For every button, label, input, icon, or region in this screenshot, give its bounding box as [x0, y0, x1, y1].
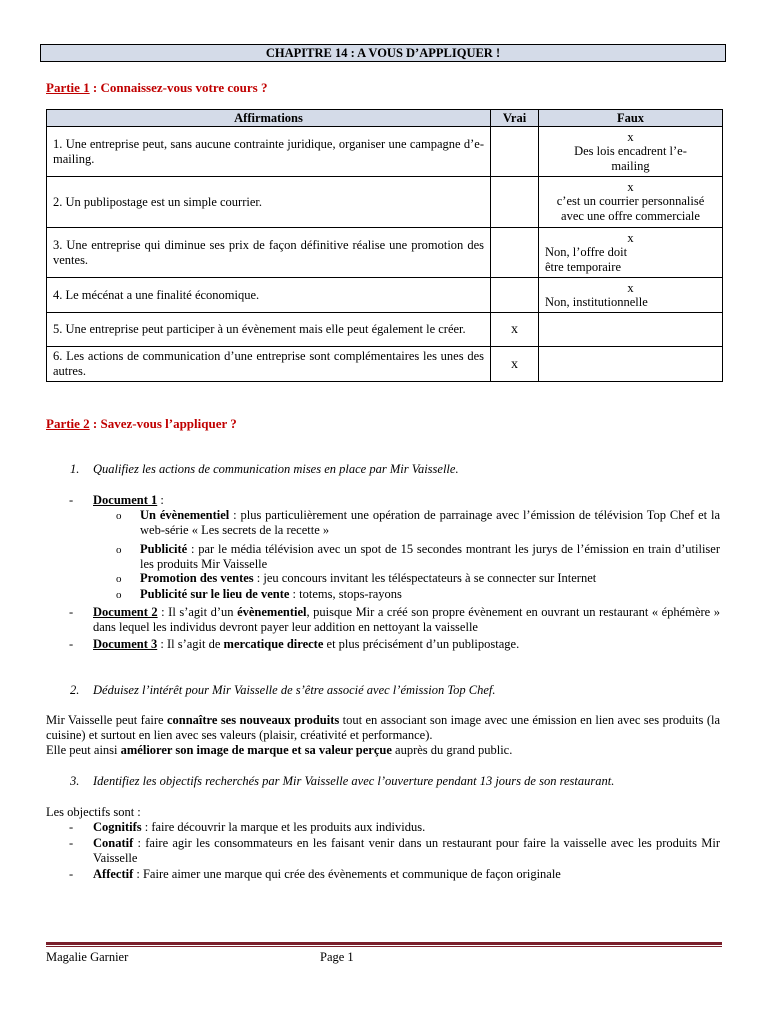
- question-3-number: 3.: [70, 774, 80, 788]
- doc1-item-text: : jeu concours invitant les téléspectateurs à se connecter sur Internet: [253, 571, 597, 585]
- a2-bold-2: améliorer son image de marque et sa valeur perçue: [120, 743, 392, 757]
- question-1: Qualifiez les actions de communication mises en place par Mir Vaisselle.: [93, 462, 459, 476]
- doc1-item-bold: Publicité sur le lieu de vente: [140, 587, 290, 601]
- dash-bullet: -: [69, 820, 74, 834]
- doc1-item: [140, 542, 720, 572]
- part1-label: Partie 1: [46, 80, 90, 95]
- answer-2-paragraph-1: [46, 713, 720, 743]
- header-faux: Faux: [539, 110, 723, 127]
- footer-rule-thin: [46, 946, 722, 947]
- affirmations-table: [46, 109, 723, 382]
- row-faux: [539, 313, 723, 347]
- objective-text: : faire agir les consommateurs en les faisant venir dans un restaurant pour faire la vaisselle avec les produits Mir Vaisselle: [93, 836, 720, 865]
- part2-heading: [46, 416, 237, 432]
- row-vrai: [491, 177, 539, 228]
- faux-note: Des lois encadrent l’e-mailing: [574, 143, 687, 173]
- objective-text: : Faire aimer une marque qui crée des évènements et communique de façon originale: [133, 867, 561, 881]
- table-row: [47, 313, 723, 347]
- row-vrai: x: [491, 313, 539, 347]
- row-faux: [539, 347, 723, 382]
- doc1-item-text: : plus particulièrement une opération de parrainage avec l’émission de télévision Top Chef et la web-série « Les secrets de la recette »: [140, 508, 720, 537]
- doc2-text-1: : Il s’agit d’un: [157, 605, 238, 619]
- doc1-item: [140, 571, 720, 586]
- chapter-title: CHAPITRE 14 : A VOUS D’APPLIQUER !: [40, 44, 726, 62]
- row-statement: 4. Le mécénat a une finalité économique.: [47, 278, 491, 313]
- question-3: Identifiez les objectifs recherchés par Mir Vaisselle avec l’ouverture pendant 13 jours de son restaurant.: [93, 774, 615, 788]
- dash-bullet: -: [69, 605, 74, 619]
- doc1-item-text: : par le média télévision avec un spot de 15 secondes montrant les jurys de l’émission en train d’utiliser les produits Mir Vaisselle: [140, 542, 720, 571]
- objective-text: : faire découvrir la marque et les produits aux individus.: [141, 820, 426, 834]
- document-1-label: Document 1: [93, 493, 158, 507]
- faux-note: c’est un courrier personnalisé avec une offre commerciale: [556, 194, 705, 223]
- a2-text-2: tout en associant son image avec une émission en lien avec ses produits (la cuisine) et surtout en lien avec ses valeurs (plaisir, créativité et performance).: [46, 713, 721, 742]
- row-statement: 1. Une entreprise peut, sans aucune contrainte juridique, organiser une campagne d’e-mailing.: [47, 127, 491, 177]
- circle-bullet-icon: o: [116, 589, 122, 601]
- doc2-text-2: , puisque Mir a créé son propre évènement en ouvrant un restaurant « éphémère » dans lequel les individus devront payer leur addition en nettoyant la vaisselle: [93, 605, 720, 634]
- dash-bullet: -: [69, 493, 74, 507]
- part2-label: Partie 2: [46, 416, 90, 431]
- table-row: [47, 347, 723, 382]
- table-row: [47, 228, 723, 278]
- row-statement: 3. Une entreprise qui diminue ses prix de façon définitive réalise une promotion des ventes.: [47, 228, 491, 278]
- faux-note: Non, l’offre doit être temporaire: [545, 244, 628, 274]
- a2-text-4: auprès du grand public.: [391, 743, 513, 757]
- footer-page-number: Page 1: [320, 950, 354, 964]
- row-vrai: [491, 127, 539, 177]
- objective-item: [93, 867, 720, 882]
- doc3-bold: mercatique directe: [223, 637, 324, 651]
- faux-note: Non, institutionnelle: [545, 294, 648, 309]
- question-2-number: 2.: [70, 683, 80, 697]
- footer-rule-thick: [46, 942, 722, 945]
- document-1-heading: [93, 493, 164, 508]
- doc3-text-2: et plus précisément d’un publipostage.: [323, 637, 520, 651]
- row-faux: [539, 177, 723, 228]
- question-1-number: 1.: [70, 462, 80, 476]
- objective-bold: Affectif: [93, 867, 134, 881]
- table-row: [47, 127, 723, 177]
- header-vrai: Vrai: [491, 110, 539, 127]
- row-statement: 2. Un publipostage est un simple courrier.: [47, 177, 491, 228]
- table-header-row: [47, 110, 723, 127]
- circle-bullet-icon: o: [116, 510, 122, 522]
- header-affirmations: Affirmations: [47, 110, 491, 127]
- doc3-text-1: : Il s’agit de: [157, 637, 224, 651]
- document-2-label: Document 2: [93, 605, 158, 619]
- row-vrai: [491, 278, 539, 313]
- row-vrai: [491, 228, 539, 278]
- circle-bullet-icon: o: [116, 573, 122, 585]
- doc1-item: [140, 508, 720, 538]
- part1-title: : Connaissez-vous votre cours ?: [89, 80, 268, 95]
- a2-text-1: Mir Vaisselle peut faire: [46, 713, 167, 727]
- circle-bullet-icon: o: [116, 544, 122, 556]
- row-vrai: x: [491, 347, 539, 382]
- document-1-colon: :: [157, 493, 164, 507]
- row-faux: [539, 228, 723, 278]
- faux-mark: x: [627, 129, 634, 144]
- footer-author: Magalie Garnier: [46, 950, 129, 964]
- document-3-text: [93, 637, 720, 652]
- objective-item: [93, 836, 720, 866]
- dash-bullet: -: [69, 867, 74, 881]
- doc1-item-bold: Promotion des ventes: [140, 571, 254, 585]
- answer-3-intro: Les objectifs sont :: [46, 805, 141, 819]
- objective-bold: Conatif: [93, 836, 134, 850]
- faux-mark: x: [627, 280, 634, 295]
- row-statement: 5. Une entreprise peut participer à un évènement mais elle peut également le créer.: [47, 313, 491, 347]
- faux-mark: x: [627, 180, 634, 194]
- a2-text-3: Elle peut ainsi: [46, 743, 121, 757]
- objective-item: [93, 820, 720, 835]
- doc1-item-bold: Publicité: [140, 542, 188, 556]
- objective-bold: Cognitifs: [93, 820, 142, 834]
- dash-bullet: -: [69, 836, 74, 850]
- doc1-item: [140, 587, 720, 602]
- document-3-label: Document 3: [93, 637, 158, 651]
- faux-mark: x: [627, 230, 634, 245]
- doc1-item-bold: Un évènementiel: [140, 508, 230, 522]
- question-2: Déduisez l’intérêt pour Mir Vaisselle de s’être associé avec l’émission Top Chef.: [93, 683, 496, 697]
- table-row: [47, 278, 723, 313]
- row-faux: [539, 278, 723, 313]
- document-2-text: [93, 605, 720, 635]
- a2-bold-1: connaître ses nouveaux produits: [166, 713, 340, 727]
- answer-2-paragraph-2: [46, 743, 720, 758]
- doc1-item-text: : totems, stops-rayons: [289, 587, 402, 601]
- doc2-bold: évènementiel: [237, 605, 307, 619]
- row-faux: [539, 127, 723, 177]
- table-row: [47, 177, 723, 228]
- part2-title: : Savez-vous l’appliquer ?: [89, 416, 237, 431]
- row-statement: 6. Les actions de communication d’une entreprise sont complémentaires les unes des autres.: [47, 347, 491, 382]
- part1-heading: [46, 80, 267, 96]
- dash-bullet: -: [69, 637, 74, 651]
